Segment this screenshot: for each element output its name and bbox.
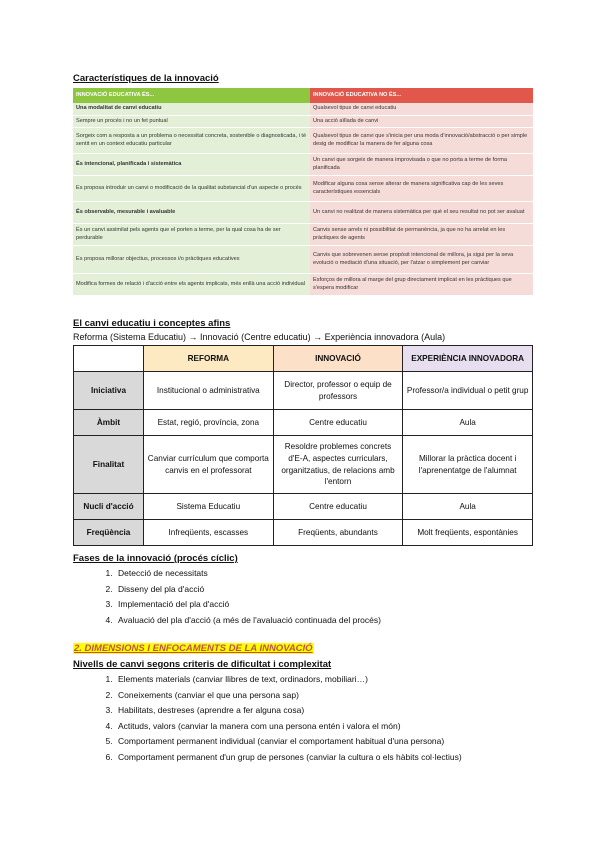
table-row [74,520,533,546]
cell-is-not: Una acció aïllada de canvi [310,115,533,128]
list-item: 1. Elements materials (canviar llibres de text, ordinadors, mobiliari…) [115,672,462,688]
table-cell: Aula [403,494,533,520]
cell-is-not: Un canvi que sorgeix de manera improvisada o que no porta a terme de forma planificada [310,154,533,176]
row-header-iniciativa: Iniciativa [74,372,144,410]
table-cell: Resoldre problemes concrets d'E-A, aspectes curriculars, organitzatius, de relacions amb l'entorn [273,436,403,494]
table-cell: Sistema Educatiu [144,494,274,520]
table-row [74,494,533,520]
cell-is-not: Esforços de millora al marge del grup directament implicat en les pràctiques que s'espera modificar [310,274,533,296]
section-title-levels: Nivells de canvi segons criteris de dificultat i complexitat [73,659,332,670]
table-cell: Professor/a individual o petit grup [403,372,533,410]
table-row [73,224,533,246]
cell-is-not: Modificar alguna cosa sense alterar de manera significativa cap de les seves característiques essencials [310,176,533,202]
concepts-table [73,345,533,546]
table-row [73,115,533,128]
table-cell: Infreqüents, escasses [144,520,274,546]
header-is-not: INNOVACIÓ EDUCATIVA NO ÉS... [310,88,533,103]
table-row [73,202,533,224]
cell-is-not: Canvis sense arrels ni possibilitat de permanència, ja que no ha arrelat en les pràctiques de agents [310,224,533,246]
list-item: 2. Coneixements (canviar el que una persona sap) [115,688,462,704]
list-item: 1. Detecció de necessitats [115,566,381,582]
row-header-nucli: Nucli d'acció [74,494,144,520]
table-cell: Institucional o administrativa [144,372,274,410]
col-reforma: REFORMA [144,346,274,372]
list-item: 2. Disseny del pla d'acció [115,582,381,598]
cell-is: Sempre un procés i no un fet puntual [73,115,310,128]
list-item: 3. Habilitats, destreses (aprendre a fer alguna cosa) [115,703,462,719]
cell-is: Es proposa millorar objectius, processos i/o pràctiques educatives [73,246,310,274]
table-row [73,128,533,154]
cell-is: És observable, mesurable i avaluable [73,202,310,224]
table-row [73,176,533,202]
list-item: 4. Actituds, valors (canviar la manera com una persona entén i valora el món) [115,719,462,735]
table-row [73,274,533,296]
table-cell: Estat, regió, província, zona [144,410,274,436]
table-row [74,410,533,436]
col-experiencia: EXPERIÈNCIA INNOVADORA [403,346,533,372]
characteristics-table [73,88,533,296]
row-header-ambit: Àmbit [74,410,144,436]
cell-is: Una modalitat de canvi educatiu [73,103,310,115]
table-cell: Millorar la pràctica docent i l'aprenentatge de l'alumnat [403,436,533,494]
cell-is: Es proposa introduir un canvi o modificació de la qualitat substancial d'un aspecte o procés [73,176,310,202]
cell-is-not: Canvis que sobrevenen sense propòsit intencional de millora, ja sigui per la seva evolució o mediació d'una situació, per l'atzar o simplement per canviar [310,246,533,274]
col-innovacio: INNOVACIÓ [273,346,403,372]
list-item: 5. Comportament permanent individual (canviar el comportament habitual d'una persona) [115,734,462,750]
table-cell: Freqüents, abundants [273,520,403,546]
cell-is-not: Un canvi no realitzat de manera sistemàtica per què el seu resultat no pot ser avaluat [310,202,533,224]
table-cell: Director, professor o equip de professors [273,372,403,410]
section-heading-dimensions: 2. DIMENSIONS I ENFOCAMENTS DE LA INNOVACIÓ [74,643,313,654]
table-row [73,154,533,176]
row-header-finalitat: Finalitat [74,436,144,494]
row-header-frequencia: Freqüència [74,520,144,546]
table-row [73,103,533,115]
list-item: 6. Comportament permanent d'un grup de persones (canviar la cultura o els hàbits col·lectius) [115,750,462,766]
list-item: 4. Avaluació del pla d'acció (a més de l'avaluació continuada del procés) [115,613,381,629]
corner-cell [74,346,144,372]
cell-is-not: Qualsevol tipus de canvi que s'inicia per una moda d'innovació/abstracció o per simple desig de modificar la manera de fer alguna cosa [310,128,533,154]
table-cell: Aula [403,410,533,436]
reform-sequence: Reforma (Sistema Educatiu) → Innovació (Centre educatiu) → Experiència innovadora (Aula) [73,332,446,342]
concepts-header-row [74,346,533,372]
table-row [74,436,533,494]
characteristics-header-row [73,88,533,103]
list-item: 3. Implementació del pla d'acció [115,597,381,613]
cell-is: Sorgeix com a resposta a un problema o necessitat concreta, sostenible o diagnosticada, i té sentit en un context educatiu particular [73,128,310,154]
table-cell: Molt freqüents, espontànies [403,520,533,546]
section-title-change: El canvi educatiu i conceptes afins [73,318,231,329]
cell-is: Modifica formes de relació i d'acció entre els agents implicats, més enllà una acció individual [73,274,310,296]
table-row [73,246,533,274]
levels-list [73,672,462,765]
section-title-characteristics: Característiques de la innovació [73,73,219,84]
table-cell: Centre educatiu [273,410,403,436]
cell-is: És intencional, planificada i sistemàtica [73,154,310,176]
phases-list [73,566,381,628]
cell-is: És un canvi assimilat pels agents que el porten a terme, per la qual cosa ha de ser perdurable [73,224,310,246]
table-cell: Centre educatiu [273,494,403,520]
table-cell: Canviar currículum que comporta canvis en el professorat [144,436,274,494]
table-row [74,372,533,410]
cell-is-not: Qualsevol tipus de canvi educatiu [310,103,533,115]
header-is: INNOVACIÓ EDUCATIVA ÉS... [73,88,310,103]
section-title-phases: Fases de la innovació (procés cíclic) [73,553,238,564]
